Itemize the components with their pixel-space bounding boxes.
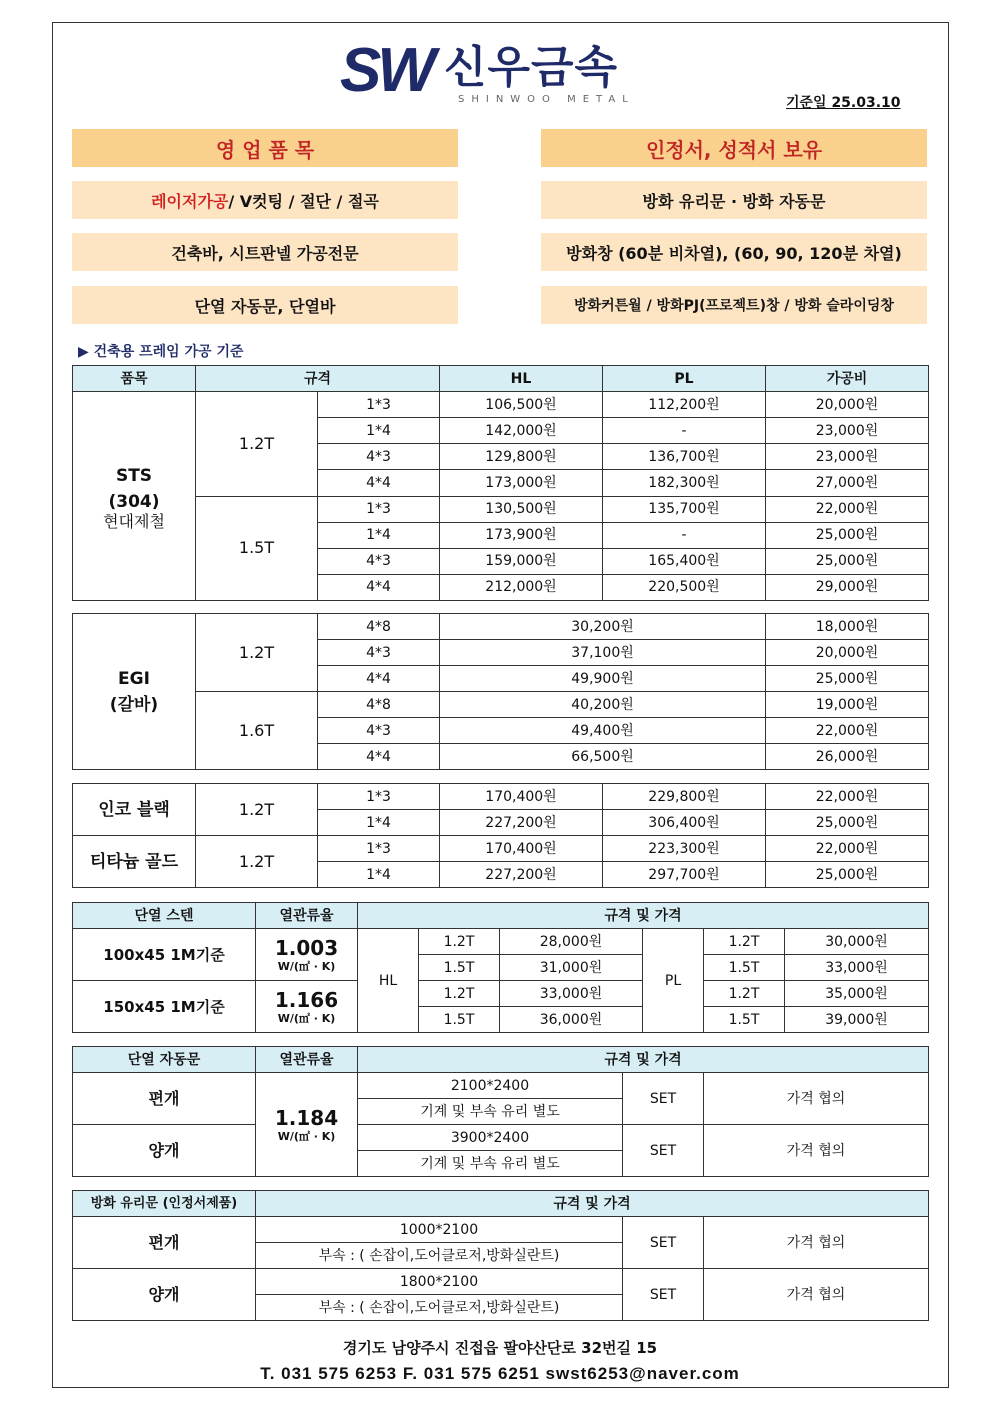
hl-price-cell: 129,800원: [440, 444, 603, 470]
pl-price-cell: 223,300원: [603, 836, 766, 862]
note-cell: 부속 : ( 손잡이,도어클로저,방화실란트): [256, 1295, 623, 1321]
fee-cell: 27,000원: [766, 470, 929, 496]
col-header-item: 품목: [73, 366, 196, 392]
hl-price-cell: 212,000원: [440, 574, 603, 600]
fee-cell: 20,000원: [766, 392, 929, 418]
hl-price-cell: 170,400원: [440, 836, 603, 862]
sts-name-cell: [73, 392, 196, 601]
col-header-pl: PL: [603, 366, 766, 392]
table-row: [73, 614, 929, 640]
sts-thickness-2: 1.5T: [196, 496, 318, 600]
pl-price-cell: 297,700원: [603, 862, 766, 888]
price-cell: 49,400원: [440, 718, 766, 744]
size-cell: 2100*2400: [358, 1073, 623, 1099]
egi-thickness-1: 1.2T: [196, 614, 318, 692]
color-price-table: [72, 783, 929, 888]
company-logo: [340, 36, 640, 105]
fee-cell: 18,000원: [766, 614, 929, 640]
pl-price-cell: 136,700원: [603, 444, 766, 470]
size-cell: 1*3: [318, 784, 440, 810]
price-cell: 33,000원: [500, 981, 643, 1007]
sales-item-1-rest: / V컷팅 / 절단 / 절곡: [228, 191, 379, 211]
stainless-item-name: 150x45 1M기준: [73, 981, 256, 1033]
thickness-cell: 1.5T: [419, 1007, 500, 1033]
size-cell: 4*3: [318, 640, 440, 666]
autodoor-u-value-cell: [256, 1073, 358, 1177]
size-cell: 1*4: [318, 810, 440, 836]
insulated-autodoor-table: [72, 1046, 929, 1177]
size-cell: 1000*2100: [256, 1217, 623, 1243]
price-cell: 가격 협의: [704, 1125, 929, 1177]
col-header-u-value: 열관류율: [256, 1047, 358, 1073]
size-cell: 4*3: [318, 444, 440, 470]
size-cell: 1*4: [318, 522, 440, 548]
section-title: ▶ 건축용 프레임 가공 기준: [78, 344, 244, 360]
fee-cell: 25,000원: [766, 522, 929, 548]
fee-cell: 22,000원: [766, 784, 929, 810]
u-unit: W/(㎡ · K): [277, 1129, 336, 1143]
col-header-spec-price: 규격 및 가격: [358, 1047, 929, 1073]
certificates-header: 인정서, 성적서 보유: [541, 129, 927, 167]
size-cell: 4*3: [318, 718, 440, 744]
fee-cell: 25,000원: [766, 810, 929, 836]
size-cell: 1*4: [318, 418, 440, 444]
price-cell: 31,000원: [500, 955, 643, 981]
hl-price-cell: 142,000원: [440, 418, 603, 444]
sales-item-2: 건축바, 시트판넬 가공전문: [72, 233, 458, 271]
thickness-cell: 1.2T: [704, 929, 785, 955]
egi-type: (갈바): [109, 694, 159, 715]
pl-price-cell: 229,800원: [603, 784, 766, 810]
firedoor-double: 양개: [73, 1269, 256, 1321]
table-row: [73, 836, 929, 862]
size-cell: 4*4: [318, 574, 440, 600]
table-row: [73, 1217, 929, 1243]
pl-price-cell: 182,300원: [603, 470, 766, 496]
size-cell: 3900*2400: [358, 1125, 623, 1151]
fee-cell: 22,000원: [766, 836, 929, 862]
table-row: [73, 392, 929, 418]
table-row: [73, 692, 929, 718]
note-cell: 부속 : ( 손잡이,도어클로저,방화실란트): [256, 1243, 623, 1269]
logo-mark: SW: [340, 36, 432, 105]
cert-item-2: 방화창 (60분 비차열), (60, 90, 120분 차열): [541, 233, 927, 271]
titaniumgold-name: 티타늄 골드: [73, 836, 196, 888]
pl-price-cell: -: [603, 418, 766, 444]
footer-contact: T. 031 575 6253 F. 031 575 6251 swst6253@naver.com: [260, 1364, 740, 1383]
fire-glass-door-table: [72, 1190, 929, 1321]
size-cell: 1*4: [318, 862, 440, 888]
reference-date: 기준일 25.03.10: [786, 95, 901, 111]
footer-address: 경기도 남양주시 진접읍 팔야산단로 32번길 15: [342, 1339, 658, 1357]
firedoor-single: 편개: [73, 1217, 256, 1269]
price-cell: 30,000원: [785, 929, 929, 955]
col-header-stainless: 단열 스텐: [73, 903, 256, 929]
egi-price-table: [72, 613, 929, 770]
fee-cell: 23,000원: [766, 418, 929, 444]
note-cell: 기계 및 부속 유리 별도: [358, 1151, 623, 1177]
size-cell: 4*4: [318, 744, 440, 770]
price-cell: 39,000원: [785, 1007, 929, 1033]
hl-price-cell: 227,200원: [440, 862, 603, 888]
col-header-autodoor: 단열 자동문: [73, 1047, 256, 1073]
size-cell: 4*8: [318, 614, 440, 640]
size-cell: 1*3: [318, 392, 440, 418]
price-cell: 49,900원: [440, 666, 766, 692]
col-header-spec: 규격: [196, 366, 440, 392]
autodoor-single: 편개: [73, 1073, 256, 1125]
fee-cell: 25,000원: [766, 548, 929, 574]
laser-label: 레이저가공: [151, 191, 229, 211]
hl-price-cell: 159,000원: [440, 548, 603, 574]
col-header-spec-price: 규격 및 가격: [358, 903, 929, 929]
price-cell: 66,500원: [440, 744, 766, 770]
table-row: [73, 1073, 929, 1099]
note-cell: 기계 및 부속 유리 별도: [358, 1099, 623, 1125]
thickness-cell: 1.5T: [419, 955, 500, 981]
sts-thickness-1: 1.2T: [196, 392, 318, 496]
cert-item-1: 방화 유리문 · 방화 자동문: [541, 181, 927, 219]
set-cell: SET: [623, 1269, 704, 1321]
sales-item-3: 단열 자동문, 단열바: [72, 286, 458, 324]
price-cell: 가격 협의: [704, 1269, 929, 1321]
insulated-stainless-table: [72, 902, 929, 1033]
pl-price-cell: 135,700원: [603, 496, 766, 522]
price-cell: 33,000원: [785, 955, 929, 981]
u-unit: W/(㎡ · K): [277, 1011, 336, 1025]
pl-price-cell: 220,500원: [603, 574, 766, 600]
price-cell: 가격 협의: [704, 1217, 929, 1269]
fee-cell: 22,000원: [766, 718, 929, 744]
table-row: [73, 1125, 929, 1151]
price-cell: 가격 협의: [704, 1073, 929, 1125]
logo-english: SHINWOO METAL: [458, 94, 635, 105]
u-value: 1.166: [274, 987, 339, 1012]
sts-name: STS: [115, 466, 153, 487]
pl-price-cell: 112,200원: [603, 392, 766, 418]
thickness-cell: 1.5T: [704, 955, 785, 981]
price-cell: 35,000원: [785, 981, 929, 1007]
titaniumgold-thickness: 1.2T: [196, 836, 318, 888]
egi-thickness-2: 1.6T: [196, 692, 318, 770]
hl-label: HL: [358, 929, 419, 1033]
logo-name: 신우금속: [444, 42, 619, 93]
u-unit: W/(㎡ · K): [277, 959, 336, 973]
pl-label: PL: [643, 929, 704, 1033]
hl-price-cell: 170,400원: [440, 784, 603, 810]
hl-price-cell: 106,500원: [440, 392, 603, 418]
size-cell: 4*4: [318, 666, 440, 692]
hl-price-cell: 130,500원: [440, 496, 603, 522]
pl-price-cell: 306,400원: [603, 810, 766, 836]
thickness-cell: 1.2T: [704, 981, 785, 1007]
sts-maker: 현대제철: [103, 512, 165, 532]
size-cell: 4*3: [318, 548, 440, 574]
hl-price-cell: 227,200원: [440, 810, 603, 836]
table-row: [73, 496, 929, 522]
egi-name-cell: [73, 614, 196, 770]
col-header-fee: 가공비: [766, 366, 929, 392]
fee-cell: 25,000원: [766, 666, 929, 692]
fee-cell: 25,000원: [766, 862, 929, 888]
u-value: 1.003: [274, 935, 339, 960]
stainless-item-name: 100x45 1M기준: [73, 929, 256, 981]
fee-cell: 19,000원: [766, 692, 929, 718]
fee-cell: 22,000원: [766, 496, 929, 522]
price-cell: 30,200원: [440, 614, 766, 640]
sales-items-header: 영 업 품 목: [72, 129, 458, 167]
table-row: [73, 784, 929, 810]
sales-item-1: [72, 181, 458, 219]
pl-price-cell: 165,400원: [603, 548, 766, 574]
price-cell: 28,000원: [500, 929, 643, 955]
pl-price-cell: -: [603, 522, 766, 548]
size-cell: 1*3: [318, 836, 440, 862]
col-header-hl: HL: [440, 366, 603, 392]
thickness-cell: 1.2T: [419, 981, 500, 1007]
set-cell: SET: [623, 1125, 704, 1177]
sts-grade: (304): [108, 492, 160, 513]
table-row: [73, 981, 929, 1007]
u-value: 1.184: [274, 1105, 339, 1130]
incoblack-thickness: 1.2T: [196, 784, 318, 836]
price-cell: 36,000원: [500, 1007, 643, 1033]
col-header-firedoor: 방화 유리문 (인정서제품): [73, 1191, 256, 1217]
fee-cell: 26,000원: [766, 744, 929, 770]
table-row: [73, 929, 929, 955]
thickness-cell: 1.2T: [419, 929, 500, 955]
fee-cell: 20,000원: [766, 640, 929, 666]
hl-price-cell: 173,000원: [440, 470, 603, 496]
fee-cell: 23,000원: [766, 444, 929, 470]
thickness-cell: 1.5T: [704, 1007, 785, 1033]
size-cell: 1*3: [318, 496, 440, 522]
col-header-u-value: 열관류율: [256, 903, 358, 929]
size-cell: 1800*2100: [256, 1269, 623, 1295]
stainless-u-value-cell: [256, 929, 358, 981]
stainless-u-value-cell: [256, 981, 358, 1033]
price-cell: 37,100원: [440, 640, 766, 666]
size-cell: 4*8: [318, 692, 440, 718]
size-cell: 4*4: [318, 470, 440, 496]
fee-cell: 29,000원: [766, 574, 929, 600]
set-cell: SET: [623, 1217, 704, 1269]
autodoor-double: 양개: [73, 1125, 256, 1177]
hl-price-cell: 173,900원: [440, 522, 603, 548]
price-cell: 40,200원: [440, 692, 766, 718]
set-cell: SET: [623, 1073, 704, 1125]
cert-item-3: 방화커튼월 / 방화PJ(프로젝트)창 / 방화 슬라이딩창: [541, 286, 927, 324]
table-row: [73, 1269, 929, 1295]
col-header-spec-price: 규격 및 가격: [256, 1191, 929, 1217]
incoblack-name: 인코 블랙: [73, 784, 196, 836]
egi-name: EGI: [118, 668, 150, 689]
frame-price-table: [72, 365, 929, 601]
